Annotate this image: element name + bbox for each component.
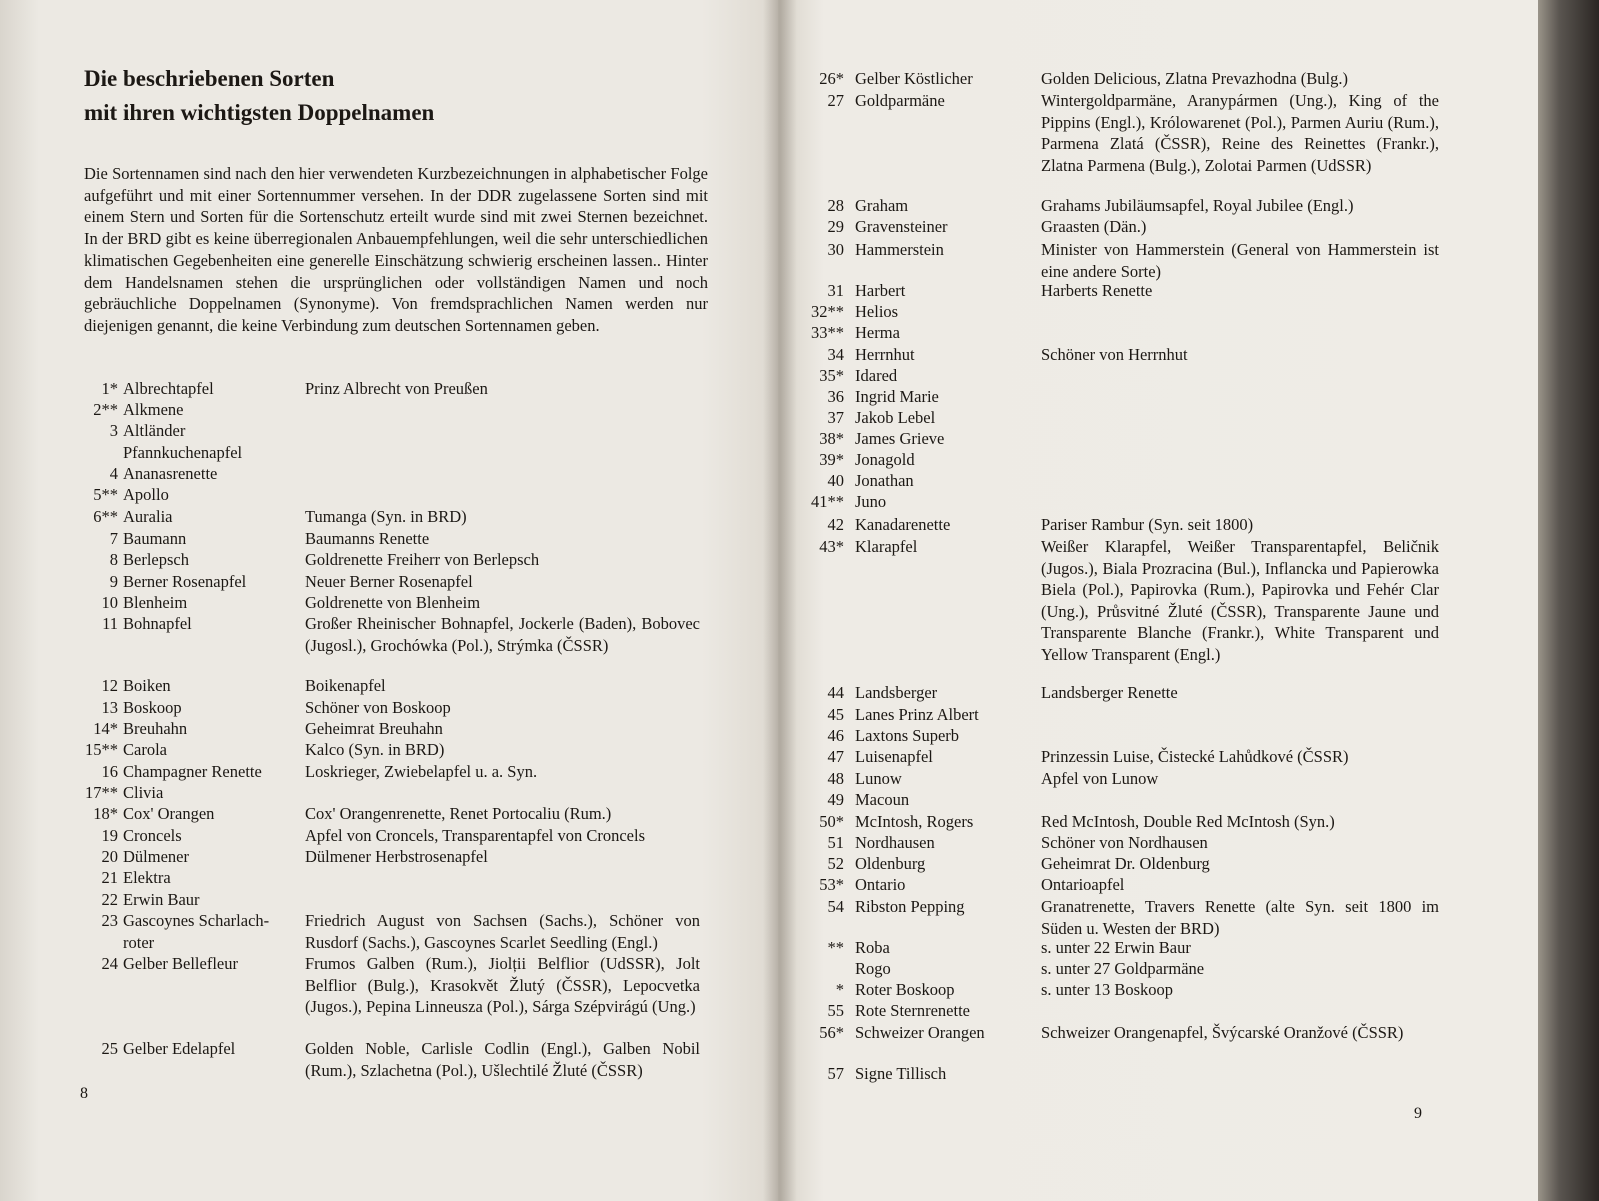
variety-synonyms: Tumanga (Syn. in BRD) [305,507,467,526]
variety-number: 15** [85,740,118,759]
variety-name: Erwin Baur [123,890,200,909]
variety-name: Auralia [123,507,173,526]
variety-name: Goldparmäne [855,91,945,110]
variety-synonyms: Kalco (Syn. in BRD) [305,740,445,759]
variety-synonyms: Baumanns Renette [305,529,430,548]
variety-synonyms: Graasten (Dän.) [1041,217,1147,236]
variety-number: 22 [101,890,118,909]
variety-number: 17** [85,783,118,802]
variety-number: 2** [93,400,118,419]
variety-name: Jonathan [855,471,914,490]
variety-number: 11 [102,614,118,633]
variety-synonyms: Golden Noble, Carlisle Codlin (Engl.), Galben Nobil (Rum.), Szlachetna (Pol.), Ušlechtilé Žluté (ČSSR) [305,1039,700,1080]
variety-name: Carola [123,740,167,759]
variety-synonyms: Cox' Orangenrenette, Renet Portocaliu (Rum.) [305,804,612,823]
variety-number: 43* [819,537,844,556]
variety-name: Bohnapfel [123,614,192,633]
variety-number: 13 [101,698,118,717]
variety-name: Idared [855,366,898,385]
variety-name: Herma [855,323,900,342]
variety-number: 12 [101,676,118,695]
variety-name: James Grieve [855,429,945,448]
book-cover-edge [1538,0,1599,1201]
variety-name: Ribston Pepping [855,897,965,916]
variety-number: 9 [109,572,118,591]
variety-name: Nordhausen [855,833,935,852]
variety-name: Gravensteiner [855,217,948,236]
title-line-2: mit ihren wichtigsten Doppelnamen [84,100,435,125]
variety-name: Harbert [855,281,906,300]
variety-name: Gascoynes Scharlach- roter [123,911,270,952]
variety-number: 37 [827,408,844,427]
variety-number: 7 [109,529,118,548]
variety-name: Boskoop [123,698,182,717]
variety-name: Schweizer Orangen [855,1023,985,1042]
variety-synonyms: Ontarioapfel [1041,875,1125,894]
variety-synonyms: Prinzessin Luise, Čistecké Lahůdkové (ČSSR) [1041,747,1349,766]
variety-number: 31 [827,281,844,300]
variety-synonyms: Goldrenette von Blenheim [305,593,481,612]
variety-synonyms: Weißer Klarapfel, Weißer Transparentapfel, Beličnik (Jugos.), Biala Prozracina (Bul.), Inflancka und Papierowka Biela (Pol.), Papirovka (Rum.), Papirovka und Fehér Clar (Ung.), Průsvitné Žluté (ČSSR), Transparente Jaune und Transparente Blanche (Frankr.), White Transparent und Yellow Transparent (Engl.) [1041,537,1439,664]
variety-name: Oldenburg [855,854,926,873]
variety-number: 54 [827,897,844,916]
variety-name: Dülmener [123,847,189,866]
variety-number: 44 [827,683,844,702]
variety-number: 19 [101,826,118,845]
variety-synonyms: Dülmener Herbstrosenapfel [305,847,488,866]
variety-name: Rote Sternrenette [855,1001,971,1020]
variety-number: 57 [827,1064,844,1083]
variety-synonyms: Apfel von Lunow [1041,769,1159,788]
variety-synonyms: Minister von Hammerstein (General von Hammerstein ist eine andere Sorte) [1041,240,1439,281]
variety-number: 26* [819,69,844,88]
variety-synonyms: Prinz Albrecht von Preußen [305,379,488,398]
variety-number: 49 [827,790,844,809]
variety-synonyms: s. unter 13 Boskoop [1041,980,1173,999]
variety-synonyms: Schöner von Boskoop [305,698,451,717]
variety-number: 18* [93,804,118,823]
variety-name: Jonagold [855,450,915,469]
variety-name: Ontario [855,875,906,894]
variety-synonyms: Loskrieger, Zwiebelapfel u. a. Syn. [305,762,538,781]
variety-name: Lanes Prinz Albert [855,705,979,724]
variety-number: 53* [819,875,844,894]
variety-name: Cox' Orangen [123,804,215,823]
variety-synonyms: Golden Delicious, Zlatna Prevazhodna (Bulg.) [1041,69,1348,88]
book-gutter [763,0,797,1201]
variety-number: 10 [101,593,118,612]
variety-synonyms: Goldrenette Freiherr von Berlepsch [305,550,540,569]
variety-name: Apollo [123,485,169,504]
variety-synonyms: Landsberger Renette [1041,683,1178,702]
variety-number: 3 [109,421,118,440]
page-number-right: 9 [1414,1105,1422,1122]
variety-number: 55 [827,1001,844,1020]
variety-synonyms: Pariser Rambur (Syn. seit 1800) [1041,515,1254,534]
variety-synonyms: Grahams Jubiläumsapfel, Royal Jubilee (Engl.) [1041,196,1354,215]
page-title [84,62,434,130]
variety-synonyms: s. unter 27 Goldparmäne [1041,959,1205,978]
variety-number: 20 [101,847,118,866]
variety-number: * [835,980,844,999]
variety-synonyms: Granatrenette, Travers Renette (alte Syn. seit 1800 im Süden u. Westen der BRD) [1041,897,1439,938]
variety-synonyms: Friedrich August von Sachsen (Sachs.), Schöner von Rusdorf (Sachs.), Gascoynes Scarlet Seedling (Engl.) [305,911,700,952]
variety-name: Croncels [123,826,182,845]
variety-number: 28 [827,196,844,215]
variety-number: 45 [827,705,844,724]
variety-name: Landsberger [855,683,938,702]
variety-name: Rogo [855,959,891,978]
variety-name: Helios [855,302,899,321]
variety-name: Alkmene [123,400,184,419]
variety-synonyms: Red McIntosh, Double Red McIntosh (Syn.) [1041,812,1335,831]
variety-name: Berner Rosenapfel [123,572,247,591]
variety-synonyms: Geheimrat Breuhahn [305,719,443,738]
variety-name: Roba [855,938,890,957]
variety-name: Breuhahn [123,719,188,738]
variety-synonyms: Schweizer Orangenapfel, Švýcarské Oranžové (ČSSR) [1041,1023,1404,1042]
variety-number: 56* [819,1023,844,1042]
variety-number: 29 [827,217,844,236]
variety-synonyms: Harberts Renette [1041,281,1153,300]
title-line-1: Die beschriebenen Sorten [84,66,335,91]
variety-number: 52 [827,854,844,873]
variety-number: 39* [819,450,844,469]
variety-number: 48 [827,769,844,788]
variety-name: Signe Tillisch [855,1064,947,1083]
right-page [778,0,1538,1201]
variety-name: Gelber Bellefleur [123,954,238,973]
variety-number: 51 [827,833,844,852]
variety-name: Ingrid Marie [855,387,939,406]
variety-number: 14* [93,719,118,738]
variety-synonyms: Großer Rheinischer Bohnapfel, Jockerle (Baden), Bobovec (Jugosl.), Grochówka (Pol.), Strýmka (ČSSR) [305,614,700,655]
variety-name: Juno [855,492,887,511]
variety-name: Graham [855,196,909,215]
variety-synonyms: Apfel von Croncels, Transparentapfel von Croncels [305,826,646,845]
variety-number: 8 [109,550,118,569]
page-number-left: 8 [80,1085,88,1102]
variety-name: Blenheim [123,593,188,612]
variety-number: 42 [827,515,844,534]
variety-name: Gelber Köstlicher [855,69,973,88]
variety-number: 41** [811,492,844,511]
variety-synonyms: Schöner von Nordhausen [1041,833,1208,852]
variety-name: Boiken [123,676,171,695]
variety-number: 34 [827,345,844,364]
variety-name: Ananasrenette [123,464,218,483]
variety-name: Champagner Renette [123,762,262,781]
variety-number: 36 [827,387,844,406]
variety-number: 1* [101,379,118,398]
variety-number: 33** [811,323,844,342]
left-page [0,0,780,1201]
variety-synonyms: Neuer Berner Rosenapfel [305,572,473,591]
variety-number: 25 [101,1039,118,1058]
variety-number: 46 [827,726,844,745]
variety-name: Klarapfel [855,537,918,556]
variety-number: 6** [93,507,118,526]
variety-number: 24 [101,954,118,973]
variety-number: 16 [101,762,118,781]
variety-number: 50* [819,812,844,831]
variety-number: 23 [101,911,118,930]
variety-name: Elektra [123,868,171,887]
variety-synonyms: Schöner von Herrnhut [1041,345,1188,364]
variety-name: McIntosh, Rogers [855,812,974,831]
variety-synonyms: Wintergoldparmäne, Aranypármen (Ung.), King of the Pippins (Engl.), Królowarenet (Pol.), Parmen Auriu (Rum.), Parmena Zlatá (ČSSR), Reine des Reinettes (Frankr.), Zlatna Parmena (Bulg.), Zolotai Parmen (UdSSR) [1041,91,1439,175]
variety-number: 40 [827,471,844,490]
variety-number: 4 [109,464,118,483]
variety-synonyms: Geheimrat Dr. Oldenburg [1041,854,1210,873]
variety-name: Hammerstein [855,240,944,259]
variety-name: Kanadarenette [855,515,951,534]
variety-name: Herrnhut [855,345,915,364]
variety-name: Baumann [123,529,187,548]
variety-number: 30 [827,240,844,259]
variety-number: 27 [827,91,844,110]
variety-name: Altländer Pfannkuchenapfel [123,421,243,462]
variety-synonyms: s. unter 22 Erwin Baur [1041,938,1191,957]
variety-synonyms: Boikenapfel [305,676,386,695]
variety-number: 35* [819,366,844,385]
variety-number: 5** [93,485,118,504]
variety-synonyms: Frumos Galben (Rum.), Jiolții Belflior (UdSSR), Jolt Belflior (Bulg.), Krasokvět Žlutý (ČSSR), Lepocvetka (Jugos.), Pepina Linneusza (Pol.), Sárga Szépvirágú (Ung.) [305,954,700,1017]
variety-number: 21 [101,868,118,887]
variety-name: Albrechtapfel [123,379,214,398]
variety-name: Roter Boskoop [855,980,955,999]
variety-number: ** [827,938,844,957]
variety-name: Luisenapfel [855,747,933,766]
variety-name: Clivia [123,783,164,802]
variety-name: Gelber Edelapfel [123,1039,236,1058]
variety-number: 38* [819,429,844,448]
variety-name: Laxtons Superb [855,726,960,745]
variety-name: Berlepsch [123,550,189,569]
variety-number: 32** [811,302,844,321]
variety-name: Jakob Lebel [855,408,936,427]
intro-paragraph: Die Sortennamen sind nach den hier verwendeten Kurzbezeichnungen in alphabetischer Folge aufgeführt und mit einer Sortennummer versehen. In der DDR zugelassene Sorten sind mit einem Stern und Sorten für die Sortenschutz erteilt wurde sind mit zwei Sternen bezeichnet. In der BRD gibt es keine überregionalen Anbauempfehlungen, weil die sehr unterschiedlichen klimatischen Gegebenheiten eine generelle Einschätzung schwierig erscheinen lassen.. Hinter dem Handelsnamen stehen die ursprünglichen oder vollständigen Namen und noch gebräuchliche Doppelnamen (Synonyme). Von fremdsprachlichen Namen werden nur diejenigen genannt, die keine Verbindung zum deutschen Sortennamen geben. [84,164,708,335]
variety-name: Lunow [855,769,902,788]
variety-name: Macoun [855,790,910,809]
variety-number: 47 [827,747,844,766]
